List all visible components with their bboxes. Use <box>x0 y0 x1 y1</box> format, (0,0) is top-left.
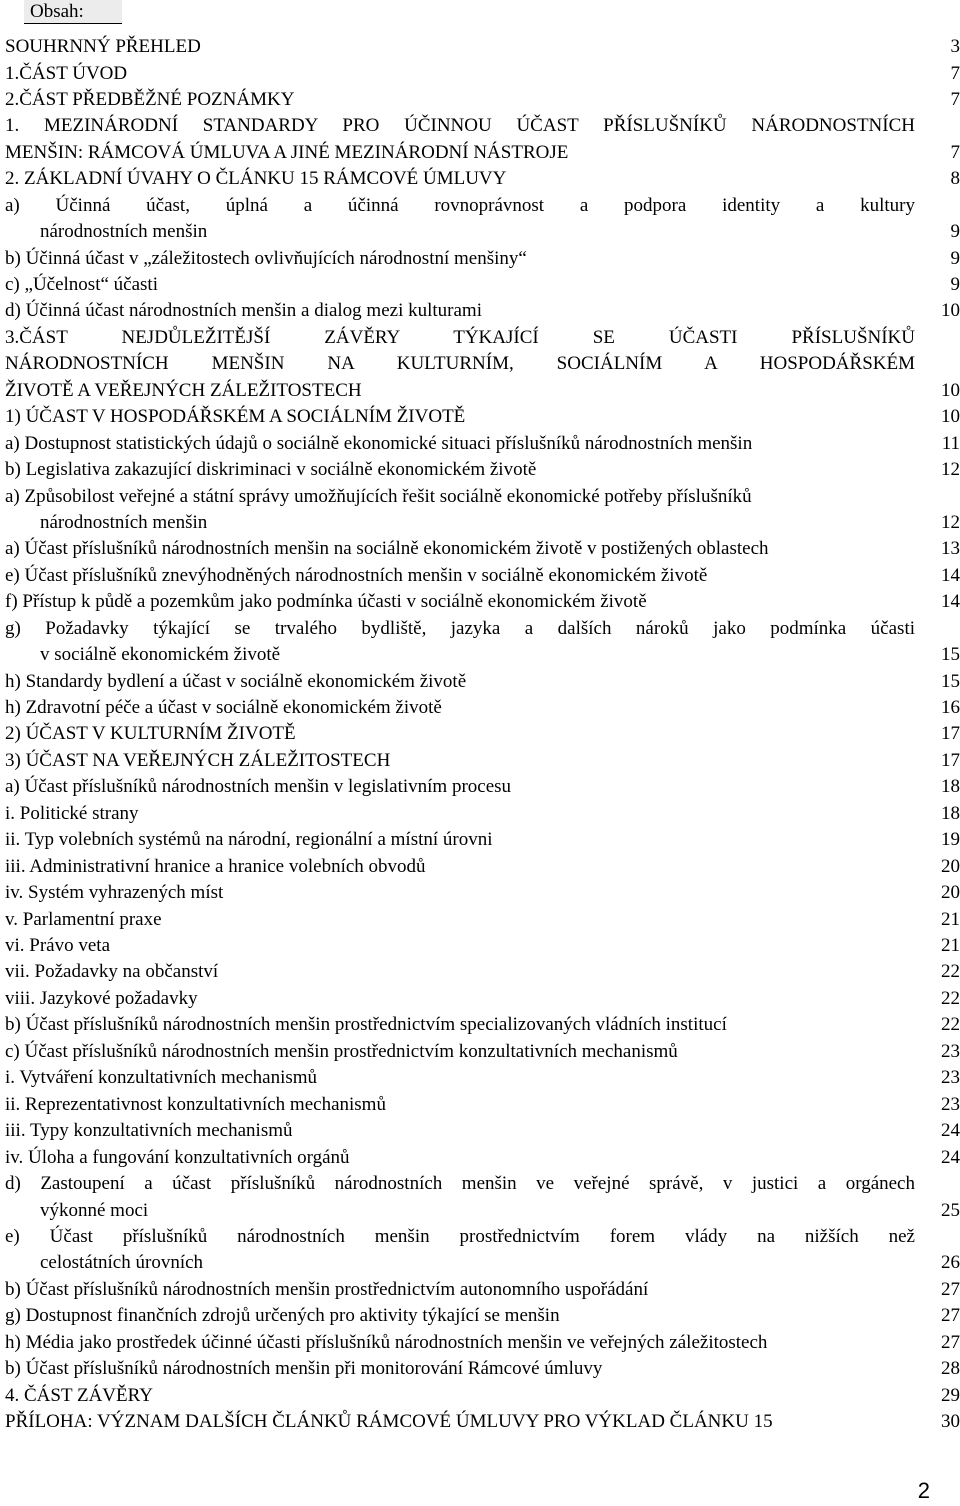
toc-entry-page: 21 <box>941 935 960 956</box>
toc-entry[interactable] <box>5 404 960 431</box>
toc-entry[interactable] <box>5 140 960 167</box>
toc-entry[interactable] <box>5 959 960 986</box>
toc-entry-page: 18 <box>941 803 960 824</box>
toc-entry-title: iii. Typy konzultativních mechanismů <box>5 1120 293 1141</box>
toc-entry-page: 23 <box>941 1094 960 1115</box>
toc-entry-title: 2.ČÁST PŘEDBĚŽNÉ POZNÁMKY <box>5 89 295 110</box>
toc-entry[interactable] <box>5 61 960 88</box>
toc-entry[interactable] <box>5 219 960 246</box>
toc-entry-page: 20 <box>941 882 960 903</box>
toc-entry[interactable] <box>5 457 960 484</box>
toc-entry-page: 9 <box>950 221 960 242</box>
page-number: 2 <box>917 1478 930 1503</box>
toc-entry[interactable] <box>5 986 960 1013</box>
toc-entry[interactable] <box>5 1383 960 1410</box>
toc-entry-page: 10 <box>941 300 960 321</box>
toc-entry-title: ii. Reprezentativnost konzultativních mechanismů <box>5 1094 386 1115</box>
toc-entry[interactable] <box>5 1039 960 1066</box>
toc-entry-page: 19 <box>941 829 960 850</box>
toc-entry[interactable] <box>5 616 960 643</box>
toc-entry[interactable] <box>5 748 960 775</box>
toc-entry-title: celostátních úrovních <box>40 1252 204 1273</box>
toc-entry-page: 14 <box>941 591 960 612</box>
toc-entry[interactable] <box>5 642 960 669</box>
toc-entry[interactable] <box>5 880 960 907</box>
toc-entry-page: 7 <box>950 63 960 84</box>
toc-entry-title: b) Legislativa zakazující diskriminaci v sociálně ekonomickém životě <box>5 459 537 480</box>
toc-entry-page: 8 <box>950 168 960 189</box>
toc-entry-title: výkonné moci <box>40 1200 149 1221</box>
toc-entry-title: b) Účast příslušníků národnostních menšin prostřednictvím autonomního uspořádání <box>5 1279 649 1300</box>
toc-entry[interactable] <box>5 325 960 352</box>
toc-entry[interactable] <box>5 827 960 854</box>
toc-entry[interactable] <box>5 166 960 193</box>
toc-entry-title: c) Účast příslušníků národnostních menšin prostřednictvím konzultativních mechanismů <box>5 1041 678 1062</box>
toc-entry[interactable] <box>5 87 960 114</box>
toc-entry-page: 24 <box>941 1147 960 1168</box>
toc-entry-title: národnostních menšin <box>40 221 208 242</box>
toc-entry-title: i. Vytváření konzultativních mechanismů <box>5 1067 318 1088</box>
toc-entry-title: e) Účast příslušníků národnostních menšin prostřednictvím forem vlády na nižších než <box>5 1226 915 1247</box>
toc-entry-title: b) Účast příslušníků národnostních menšin při monitorování Rámcové úmluvy <box>5 1358 603 1379</box>
toc-entry-title: g) Požadavky týkající se trvalého bydliště, jazyka a dalších nároků jako podmínka účasti <box>5 618 915 639</box>
toc-entry[interactable] <box>5 351 960 378</box>
toc-entry-title: e) Účast příslušníků znevýhodněných národnostních menšin v sociálně ekonomickém životě <box>5 565 708 586</box>
toc-entry-title: ŽIVOTĚ A VEŘEJNÝCH ZÁLEŽITOSTECH <box>5 380 362 401</box>
toc-entry-title: v. Parlamentní praxe <box>5 909 162 930</box>
toc-entry-title: f) Přístup k půdě a pozemkům jako podmínka účasti v sociálně ekonomickém životě <box>5 591 647 612</box>
toc-entry-page: 14 <box>941 565 960 586</box>
toc-entry[interactable] <box>5 933 960 960</box>
toc-entry-title: 2) ÚČAST V KULTURNÍM ŽIVOTĚ <box>5 723 296 744</box>
toc-entry-page: 15 <box>941 671 960 692</box>
toc-entry-title: a) Způsobilost veřejné a státní správy umožňujících řešit sociálně ekonomické potřeby příslušníků <box>5 486 752 507</box>
toc-entry-title: iv. Úloha a fungování konzultativních orgánů <box>5 1147 350 1168</box>
toc-entry-title: vii. Požadavky na občanství <box>5 961 219 982</box>
toc-entry[interactable] <box>5 431 960 458</box>
toc-entry-page: 25 <box>941 1200 960 1221</box>
toc-entry[interactable] <box>5 589 960 616</box>
toc-entry-page: 23 <box>941 1041 960 1062</box>
toc-entry-page: 20 <box>941 856 960 877</box>
toc-entry-page: 29 <box>941 1385 960 1406</box>
toc-entry[interactable] <box>5 1012 960 1039</box>
toc-entry-title: h) Zdravotní péče a účast v sociálně ekonomickém životě <box>5 697 442 718</box>
toc-entry[interactable] <box>5 1303 960 1330</box>
toc-entry[interactable] <box>5 378 960 405</box>
toc-entry-page: 27 <box>941 1305 960 1326</box>
toc-entry-title: 1) ÚČAST V HOSPODÁŘSKÉM A SOCIÁLNÍM ŽIVOTĚ <box>5 406 466 427</box>
toc-entry[interactable] <box>5 563 960 590</box>
toc-entry-title: viii. Jazykové požadavky <box>5 988 198 1009</box>
toc-entry[interactable] <box>5 1118 960 1145</box>
toc-entry-title: i. Politické strany <box>5 803 139 824</box>
toc-entry[interactable] <box>5 34 960 61</box>
toc-entry-title: 4. ČÁST ZÁVĚRY <box>5 1385 153 1406</box>
toc-entry[interactable] <box>5 1250 960 1277</box>
toc-entry-page: 7 <box>950 142 960 163</box>
toc-entry[interactable] <box>5 1198 960 1225</box>
toc-entry-title: iii. Administrativní hranice a hranice volebních obvodů <box>5 856 426 877</box>
toc-entry[interactable] <box>5 774 960 801</box>
toc-entry-title: PŘÍLOHA: VÝZNAM DALŠÍCH ČLÁNKŮ RÁMCOVÉ ÚMLUVY PRO VÝKLAD ČLÁNKU 15 <box>5 1411 773 1432</box>
toc-entry[interactable] <box>5 695 960 722</box>
toc-entry-title: a) Účast příslušníků národnostních menšin na sociálně ekonomickém životě v postižených oblastech <box>5 538 769 559</box>
toc-heading: Obsah: <box>30 1 84 22</box>
toc-entry[interactable] <box>5 1277 960 1304</box>
toc-entry-page: 17 <box>941 723 960 744</box>
toc-entry[interactable] <box>5 1356 960 1383</box>
toc-entry[interactable] <box>5 246 960 273</box>
toc-entry[interactable] <box>5 907 960 934</box>
toc-entry-page: 3 <box>950 36 960 57</box>
toc-entry-title: v sociálně ekonomickém životě <box>40 644 281 665</box>
toc-entry-title: h) Média jako prostředek účinné účasti příslušníků národnostních menšin ve veřejných záležitostech <box>5 1332 768 1353</box>
toc-entry-title: 3) ÚČAST NA VEŘEJNÝCH ZÁLEŽITOSTECH <box>5 750 391 771</box>
toc-entry[interactable] <box>5 1145 960 1172</box>
toc-entry-page: 11 <box>941 433 960 454</box>
toc-entry-page: 28 <box>941 1358 960 1379</box>
toc-entry-page: 13 <box>941 538 960 559</box>
toc-entry[interactable] <box>5 854 960 881</box>
toc-entry-page: 22 <box>941 961 960 982</box>
toc-entry-title: b) Účast příslušníků národnostních menšin prostřednictvím specializovaných vládních institucí <box>5 1014 727 1035</box>
toc-entry-page: 9 <box>950 248 960 269</box>
toc-entry-page: 10 <box>941 406 960 427</box>
toc-entry[interactable] <box>5 484 960 511</box>
toc-entry[interactable] <box>5 1409 960 1436</box>
toc-entry[interactable] <box>5 193 960 220</box>
toc-entry-page: 18 <box>941 776 960 797</box>
toc-entry[interactable] <box>5 1171 960 1198</box>
toc-entry-title: d) Účinná účast národnostních menšin a dialog mezi kulturami <box>5 300 482 321</box>
toc-entry-title: 2. ZÁKLADNÍ ÚVAHY O ČLÁNKU 15 RÁMCOVÉ ÚMLUVY <box>5 168 507 189</box>
toc-entry-page: 27 <box>941 1279 960 1300</box>
toc-entry-title: a) Účinná účast, úplná a účinná rovnoprávnost a podpora identity a kultury <box>5 195 915 216</box>
toc-entry-title: c) „Účelnost“ účasti <box>5 274 158 295</box>
toc-entry-title: iv. Systém vyhrazených míst <box>5 882 224 903</box>
toc-entry-title: ii. Typ volebních systémů na národní, regionální a místní úrovni <box>5 829 493 850</box>
toc-entry-page: 10 <box>941 380 960 401</box>
toc-entry-title: národnostních menšin <box>40 512 208 533</box>
toc-entry[interactable] <box>5 801 960 828</box>
toc-entry-title: 3.ČÁST NEJDŮLEŽITĚJŠÍ ZÁVĚRY TÝKAJÍCÍ SE ÚČASTI PŘÍSLUŠNÍKŮ <box>5 327 915 348</box>
toc-entry-page: 12 <box>941 459 960 480</box>
toc-entry[interactable] <box>5 272 960 299</box>
toc-entry-page: 12 <box>941 512 960 533</box>
toc-entry-page: 15 <box>941 644 960 665</box>
toc-entry[interactable] <box>5 1065 960 1092</box>
toc-entry-title: 1. MEZINÁRODNÍ STANDARDY PRO ÚČINNOU ÚČAST PŘÍSLUŠNÍKŮ NÁRODNOSTNÍCH <box>5 115 915 136</box>
toc-entry-title: h) Standardy bydlení a účast v sociálně ekonomickém životě <box>5 671 467 692</box>
toc-entry-title: NÁRODNOSTNÍCH MENŠIN NA KULTURNÍM, SOCIÁLNÍM A HOSPODÁŘSKÉM <box>5 353 915 374</box>
toc-entry[interactable] <box>5 510 960 537</box>
toc-entry-page: 26 <box>941 1252 960 1273</box>
toc-entry[interactable] <box>5 1330 960 1357</box>
toc-entry-page: 27 <box>941 1332 960 1353</box>
toc-entry[interactable] <box>5 669 960 696</box>
toc-entry[interactable] <box>5 113 960 140</box>
toc-entry-page: 30 <box>941 1411 960 1432</box>
toc-entry-page: 21 <box>941 909 960 930</box>
toc-entry-title: g) Dostupnost finančních zdrojů určených pro aktivity týkající se menšin <box>5 1305 560 1326</box>
toc-entry[interactable] <box>5 536 960 563</box>
toc-entry[interactable] <box>5 721 960 748</box>
toc-entry-title: d) Zastoupení a účast příslušníků národnostních menšin ve veřejné správě, v justici a orgánech <box>5 1173 915 1194</box>
toc-entry-title: vi. Právo veta <box>5 935 111 956</box>
toc-entry-page: 22 <box>941 988 960 1009</box>
toc-entry[interactable] <box>5 1092 960 1119</box>
toc-entry-page: 7 <box>950 89 960 110</box>
toc-entry-title: MENŠIN: RÁMCOVÁ ÚMLUVA A JINÉ MEZINÁRODNÍ NÁSTROJE <box>5 142 569 163</box>
toc-entry[interactable] <box>5 298 960 325</box>
toc-entry-page: 17 <box>941 750 960 771</box>
toc-entry[interactable] <box>5 1224 960 1251</box>
toc-entry-page: 9 <box>950 274 960 295</box>
toc-entry-title: SOUHRNNÝ PŘEHLED <box>5 36 201 57</box>
toc-entry-page: 24 <box>941 1120 960 1141</box>
toc-entry-page: 16 <box>941 697 960 718</box>
toc-entry-title: 1.ČÁST ÚVOD <box>5 63 128 84</box>
toc-entry-page: 23 <box>941 1067 960 1088</box>
toc-entry-page: 22 <box>941 1014 960 1035</box>
toc-entry-title: a) Dostupnost statistických údajů o sociálně ekonomické situaci příslušníků národnostních menšin <box>5 433 753 454</box>
toc-entry-title: b) Účinná účast v „záležitostech ovlivňujících národnostní menšiny“ <box>5 248 527 269</box>
toc-entry-title: a) Účast příslušníků národnostních menšin v legislativním procesu <box>5 776 512 797</box>
